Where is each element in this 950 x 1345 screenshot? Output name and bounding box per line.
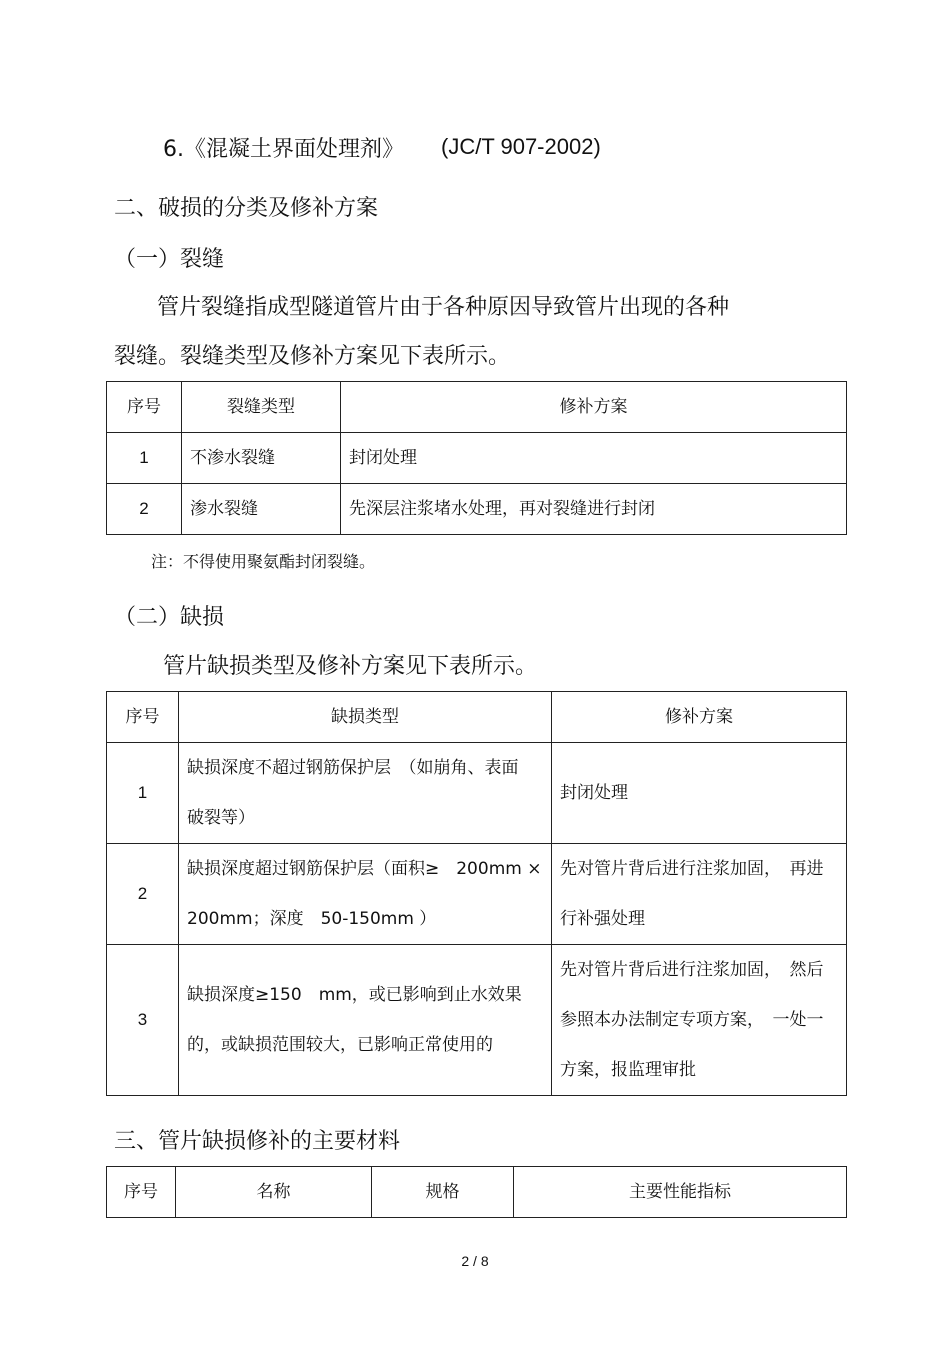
crack-table-note: 注：不得使用聚氨酯封闭裂缝。 bbox=[151, 552, 376, 571]
header-cell: 规格 bbox=[372, 1167, 514, 1218]
defect-type-line: 缺损深度超过钢筋保护层（面积≥ 200mm × bbox=[187, 859, 542, 879]
table-header-row bbox=[107, 1167, 847, 1218]
table-row bbox=[107, 844, 847, 945]
defect-type-line: 200mm；深度 50-150mm ） bbox=[187, 909, 437, 929]
crack-type: 不渗水裂缝 bbox=[182, 433, 341, 484]
repair-plan bbox=[552, 743, 847, 844]
repair-plan-line: 先对管片背后进行注浆加固， 然后 bbox=[560, 960, 824, 980]
sub1-heading: （一）裂缝 bbox=[114, 247, 225, 272]
ref-item-code: (JC/T 907-2002) bbox=[441, 134, 601, 159]
row-number: 2 bbox=[107, 844, 179, 945]
header-cell: 缺损类型 bbox=[179, 692, 552, 743]
header-cell: 序号 bbox=[107, 692, 179, 743]
table-row bbox=[107, 484, 847, 535]
row-number: 1 bbox=[107, 433, 182, 484]
row-number: 3 bbox=[107, 945, 179, 1096]
header-cell: 修补方案 bbox=[341, 382, 847, 433]
crack-table bbox=[106, 381, 847, 535]
sub1-para-line1: 管片裂缝指成型隧道管片由于各种原因导致管片出现的各种 bbox=[157, 295, 730, 320]
defect-type bbox=[179, 743, 552, 844]
sub2-heading: （二）缺损 bbox=[114, 605, 225, 630]
repair-plan-line: 封闭处理 bbox=[560, 783, 628, 803]
repair-plan-line: 行补强处理 bbox=[560, 909, 645, 929]
header-cell: 名称 bbox=[176, 1167, 372, 1218]
defect-table bbox=[106, 691, 847, 1096]
repair-plan-line: 方案，报监理审批 bbox=[560, 1060, 696, 1080]
table-row bbox=[107, 945, 847, 1096]
table-header-row bbox=[107, 382, 847, 433]
repair-plan: 先深层注浆堵水处理，再对裂缝进行封闭 bbox=[341, 484, 847, 535]
sub2-para: 管片缺损类型及修补方案见下表所示。 bbox=[163, 654, 538, 679]
table-header-row bbox=[107, 692, 847, 743]
repair-plan: 封闭处理 bbox=[341, 433, 847, 484]
section2-heading: 二、破损的分类及修补方案 bbox=[114, 196, 379, 221]
repair-plan-line: 先对管片背后进行注浆加固， 再进 bbox=[560, 859, 824, 879]
materials-table bbox=[106, 1166, 847, 1218]
row-number: 1 bbox=[107, 743, 179, 844]
sub1-para-line2: 裂缝。裂缝类型及修补方案见下表所示。 bbox=[114, 344, 511, 369]
crack-type: 渗水裂缝 bbox=[182, 484, 341, 535]
repair-plan bbox=[552, 844, 847, 945]
header-cell: 序号 bbox=[107, 382, 182, 433]
defect-type-line: 缺损深度不超过钢筋保护层 （如崩角、表面 bbox=[187, 758, 519, 778]
header-cell: 序号 bbox=[107, 1167, 176, 1218]
page-number: 2 / 8 bbox=[461, 1253, 489, 1269]
ref-item-title: 6.《混凝土界面处理剂》 bbox=[163, 137, 404, 162]
header-cell: 主要性能指标 bbox=[514, 1167, 847, 1218]
defect-type-line: 破裂等） bbox=[187, 808, 255, 828]
row-number: 2 bbox=[107, 484, 182, 535]
defect-type-line: 缺损深度≥150 mm，或已影响到止水效果 bbox=[187, 985, 522, 1005]
repair-plan-line: 参照本办法制定专项方案， 一处一 bbox=[560, 1010, 824, 1030]
table-row bbox=[107, 743, 847, 844]
defect-type-line: 的，或缺损范围较大，已影响正常使用的 bbox=[187, 1035, 493, 1055]
defect-type bbox=[179, 844, 552, 945]
header-cell: 裂缝类型 bbox=[182, 382, 341, 433]
section3-heading: 三、管片缺损修补的主要材料 bbox=[114, 1129, 401, 1154]
defect-type bbox=[179, 945, 552, 1096]
table-row bbox=[107, 433, 847, 484]
repair-plan bbox=[552, 945, 847, 1096]
header-cell: 修补方案 bbox=[552, 692, 847, 743]
